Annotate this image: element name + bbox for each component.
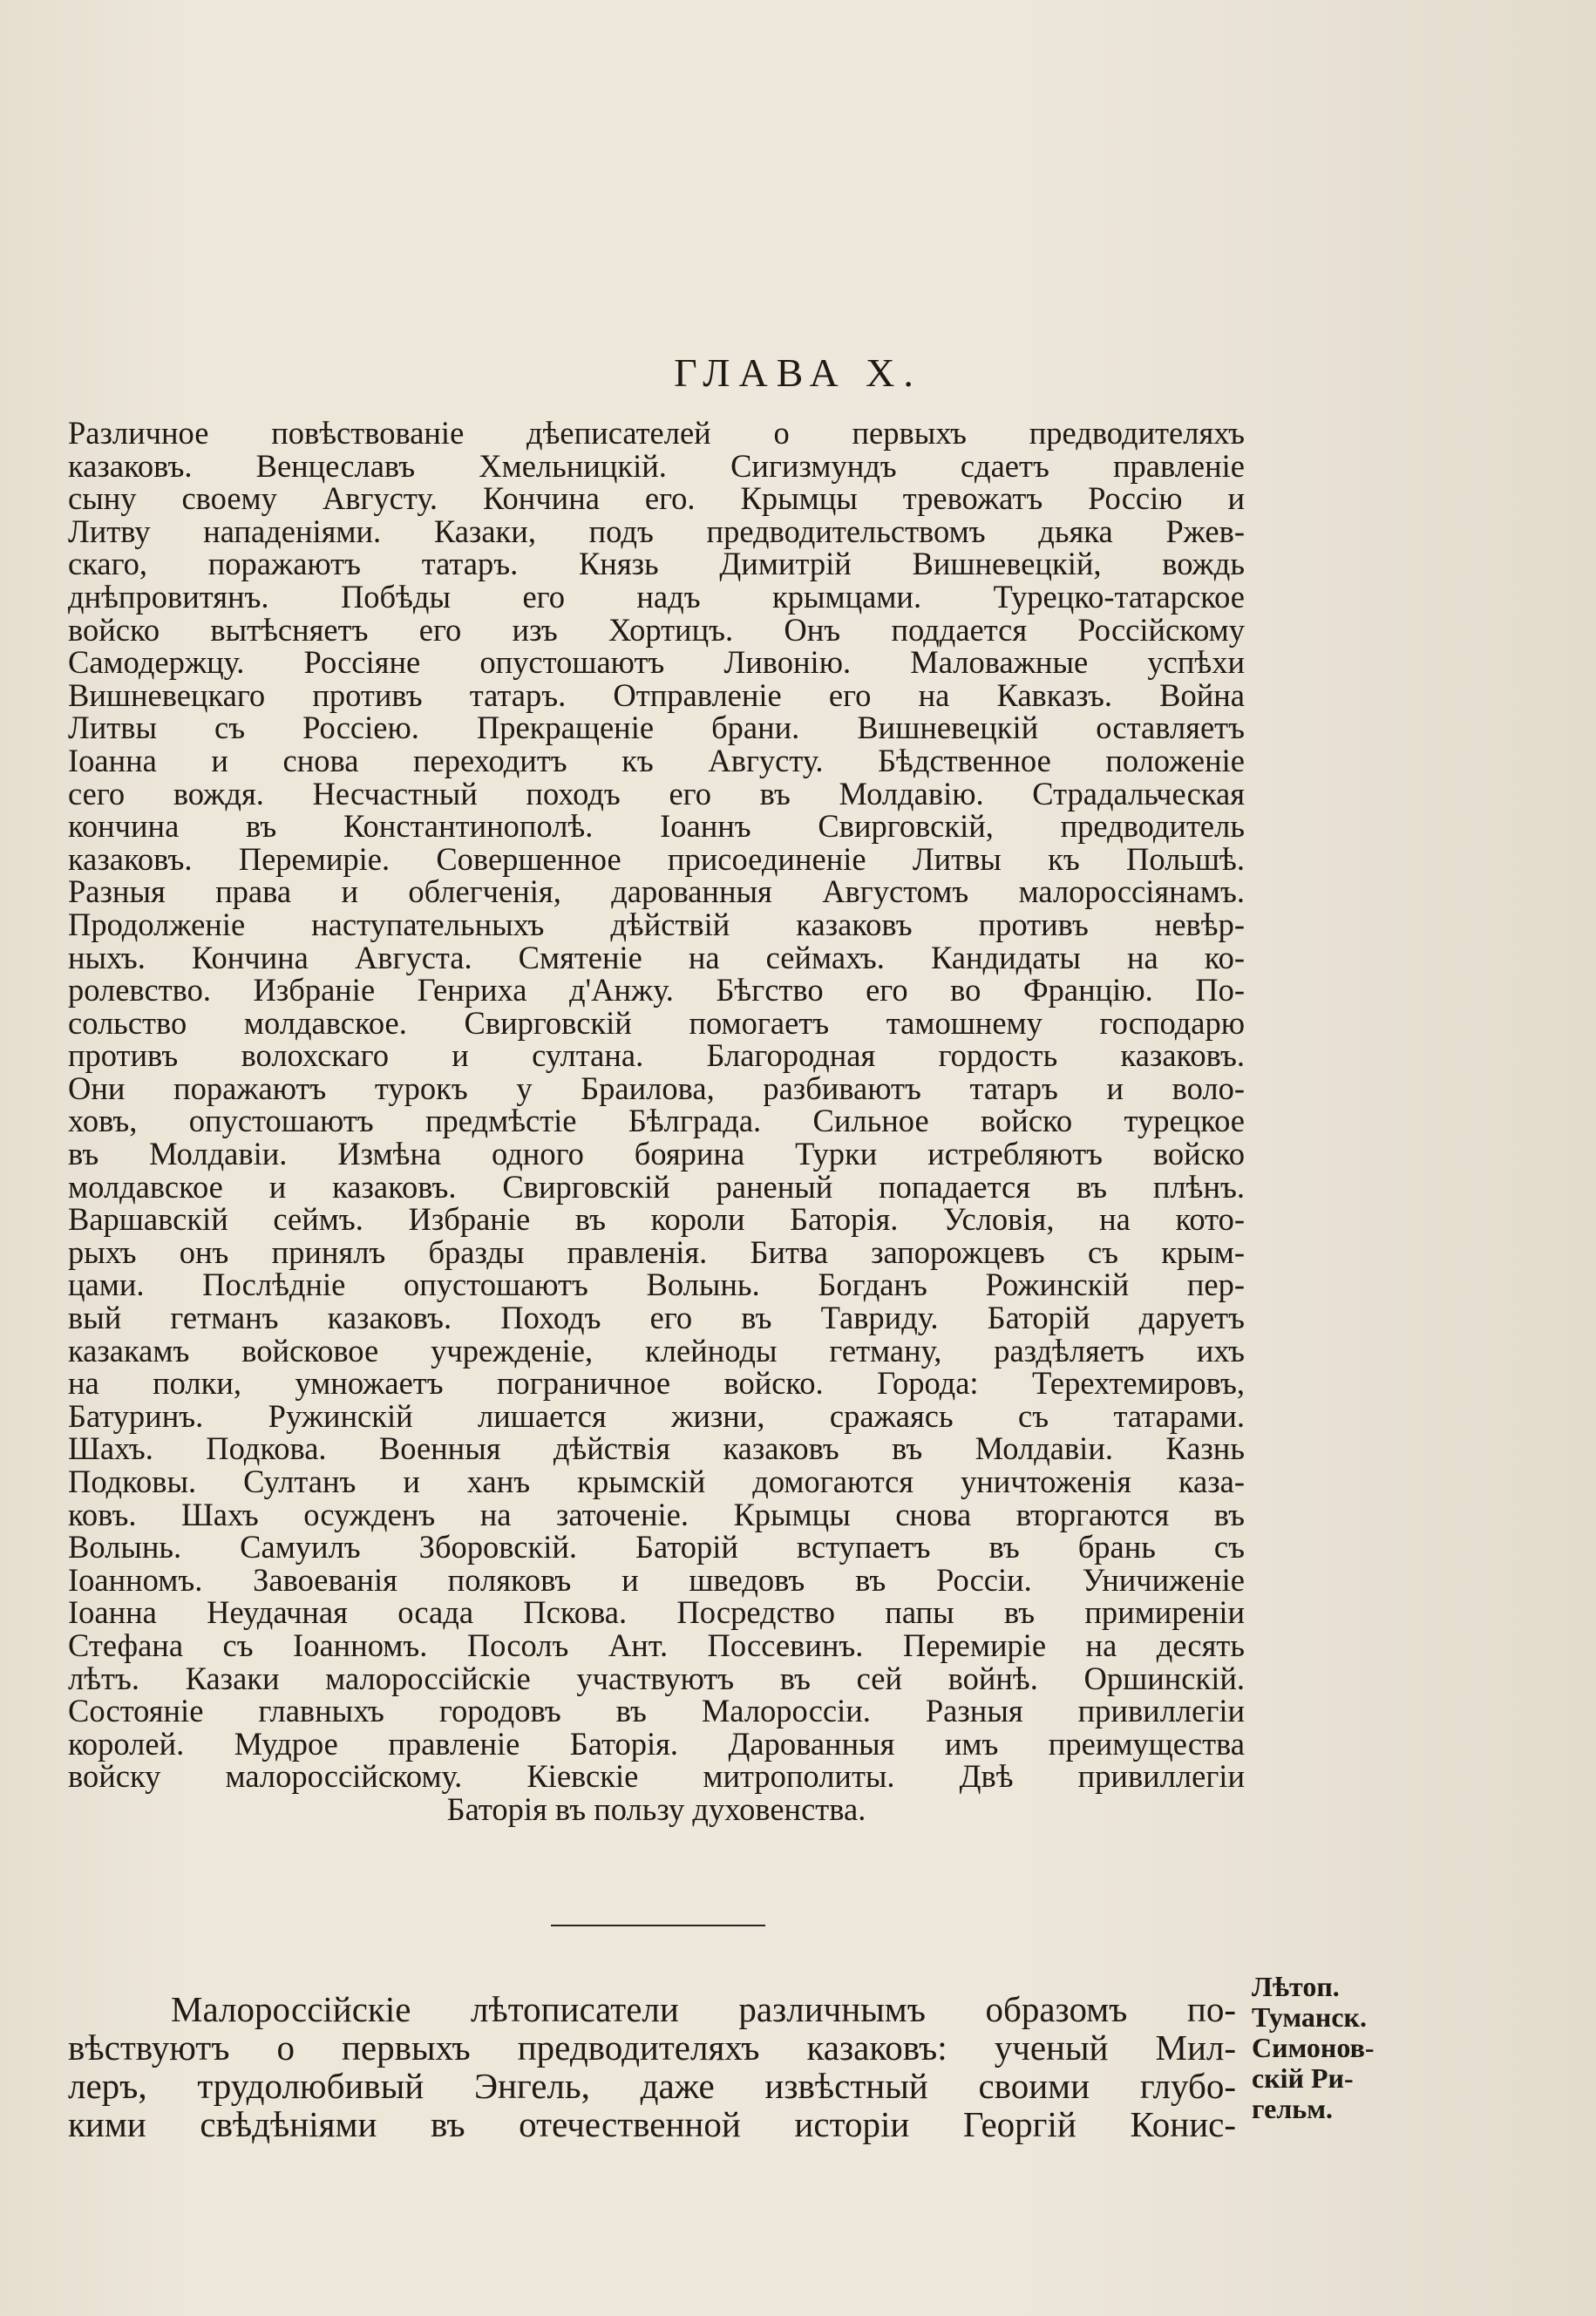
summary-line: на полки, умножаетъ пограничное войско. Города: Терехтемировъ, xyxy=(68,1365,1245,1402)
summary-line: Вишневецкаго противъ татаръ. Отправленіе его на Кавказъ. Война xyxy=(68,676,1245,713)
body-line: вѣствуютъ о первыхъ предводителяхъ казаковъ: ученый Мил- xyxy=(68,2027,1236,2068)
summary-line: Разныя права и облегченія, дарованныя Августомъ малороссіянамъ. xyxy=(68,873,1245,910)
summary-line: казаковъ. Перемиріе. Совершенное присоединеніе Литвы къ Польшѣ. xyxy=(68,840,1245,877)
summary-line: Іоанна Неудачная осада Пскова. Посредство папы въ примиреніи xyxy=(68,1594,1245,1631)
summary-line: ковъ. Шахъ осужденъ на заточеніе. Крымцы снова вторгаются въ xyxy=(68,1496,1245,1532)
summary-line: Они поражаютъ турокъ у Браилова, разбиваютъ татаръ и воло- xyxy=(68,1070,1245,1106)
summary-line: Продолженіе наступательныхъ дѣйствій казаковъ противъ невѣр- xyxy=(68,906,1245,942)
summary-line: Баторія въ пользу духовенства. xyxy=(446,1790,866,1827)
marginal-line: Лѣтоп. xyxy=(1252,1971,1340,2002)
summary-line: Стефана съ Іоанномъ. Посолъ Ант. Поссевинъ. Перемиріе на десять xyxy=(68,1627,1245,1663)
summary-line: цами. Послѣдніе опустошаютъ Волынь. Богданъ Рожинскій пер- xyxy=(68,1267,1245,1303)
summary-line: Подковы. Султанъ и ханъ крымскій домогаются уничтоженія каза- xyxy=(68,1464,1245,1499)
summary-line: скаго, поражаютъ татаръ. Князь Димитрій Вишневецкій, вождь xyxy=(68,546,1245,582)
summary-line: Литву нападеніями. Казаки, подъ предводительствомъ дьяка Ржев- xyxy=(68,513,1245,549)
marginal-line: скій Ри- xyxy=(1252,2062,1354,2094)
summary-line: Различное повѣствованіе дѣеписателей о первыхъ предводителяхъ xyxy=(68,415,1245,451)
section-divider xyxy=(551,1925,765,1926)
summary-line: казаковъ. Венцеславъ Хмельницкій. Сигизмундъ сдаетъ правленіе xyxy=(68,447,1245,484)
summary-line: Литвы съ Россіею. Прекращеніе брани. Вишневецкій оставляетъ xyxy=(68,710,1245,746)
summary-line: Батуринъ. Ружинскій лишается жизни, сражаясь съ татарами. xyxy=(68,1397,1245,1434)
summary-line: сего вождя. Несчастный походъ его въ Молдавію. Страдальческая xyxy=(68,775,1245,812)
chapter-title: ГЛАВА X. xyxy=(674,350,922,395)
summary-line: днѣпровитянъ. Побѣды его надъ крымцами. Турецко-татарское xyxy=(68,578,1245,615)
body-line: леръ, трудолюбивый Энгель, даже извѣстный своими глубо- xyxy=(68,2066,1236,2106)
summary-line: Іоанна и снова переходитъ къ Августу. Бѣдственное положеніе xyxy=(68,742,1245,778)
body-line: Малороссійскіе лѣтописатели различнымъ образомъ по- xyxy=(171,1989,1236,2029)
summary-line: Состояніе главныхъ городовъ въ Малороссіи. Разныя привиллегіи xyxy=(68,1693,1245,1729)
chapter-summary xyxy=(68,417,1245,1826)
summary-line: рыхъ онъ принялъ бразды правленія. Битва запорожцевъ съ крым- xyxy=(68,1233,1245,1270)
marginal-note xyxy=(1252,1972,1417,2124)
summary-line: лѣтъ. Казаки малороссійскіе участвуютъ въ сей войнѣ. Оршинскій. xyxy=(68,1660,1245,1696)
summary-line: Іоанномъ. Завоеванія поляковъ и шведовъ въ Россіи. Уничиженіе xyxy=(68,1561,1245,1598)
summary-line: Варшавскій сеймъ. Избраніе въ короли Баторія. Условія, на кото- xyxy=(68,1201,1245,1238)
summary-line: въ Молдавіи. Измѣна одного боярина Турки истребляютъ войско xyxy=(68,1136,1245,1172)
marginal-line: Туманск. xyxy=(1252,2001,1367,2033)
summary-line: Самодержцу. Россіяне опустошаютъ Ливонію. Маловажные успѣхи xyxy=(68,644,1245,681)
summary-line: Шахъ. Подкова. Военныя дѣйствія казаковъ въ Молдавіи. Казнь xyxy=(68,1430,1245,1467)
summary-line: противъ волохскаго и султана. Благородная гордость казаковъ. xyxy=(68,1037,1245,1074)
summary-line: Волынь. Самуилъ Зборовскій. Баторій вступаетъ въ брань съ xyxy=(68,1529,1245,1566)
summary-line: вый гетманъ казаковъ. Походъ его въ Тавриду. Баторій даруетъ xyxy=(68,1300,1245,1336)
summary-line: молдавское и казаковъ. Свирговскій раненый попадается въ плѣнъ. xyxy=(68,1168,1245,1205)
summary-line: ролевство. Избраніе Генриха д'Анжу. Бѣгство его во Францію. По- xyxy=(68,972,1245,1009)
summary-line: кончина въ Константинополѣ. Іоаннъ Свирговскій, предводитель xyxy=(68,808,1245,845)
body-line: кими свѣдѣніями въ отечественной исторіи Георгій Конис- xyxy=(68,2104,1236,2144)
summary-line: казакамъ войсковое учрежденіе, клейноды гетману, раздѣляетъ ихъ xyxy=(68,1332,1245,1369)
marginal-line: Симонов- xyxy=(1252,2032,1375,2063)
summary-line: ховъ, опустошаютъ предмѣстіе Бѣлграда. Сильное войско турецкое xyxy=(68,1103,1245,1139)
summary-line: войску малороссійскому. Кіевскіе митрополиты. Двѣ привиллегіи xyxy=(68,1758,1245,1795)
summary-line: сыну своему Августу. Кончина его. Крымцы тревожатъ Россію и xyxy=(68,480,1245,517)
summary-line: сольство молдавское. Свирговскій помогаетъ тамошнему господарю xyxy=(68,1004,1245,1041)
summary-line: войско вытѣсняетъ его изъ Хортицъ. Онъ поддается Россійскому xyxy=(68,611,1245,648)
body-paragraph xyxy=(68,1990,1236,2143)
marginal-line: гельм. xyxy=(1252,2093,1333,2124)
summary-line: ныхъ. Кончина Августа. Смятеніе на сеймахъ. Кандидаты на ко- xyxy=(68,939,1245,975)
summary-line: королей. Мудрое правленіе Баторія. Дарованныя имъ преимущества xyxy=(68,1725,1245,1762)
